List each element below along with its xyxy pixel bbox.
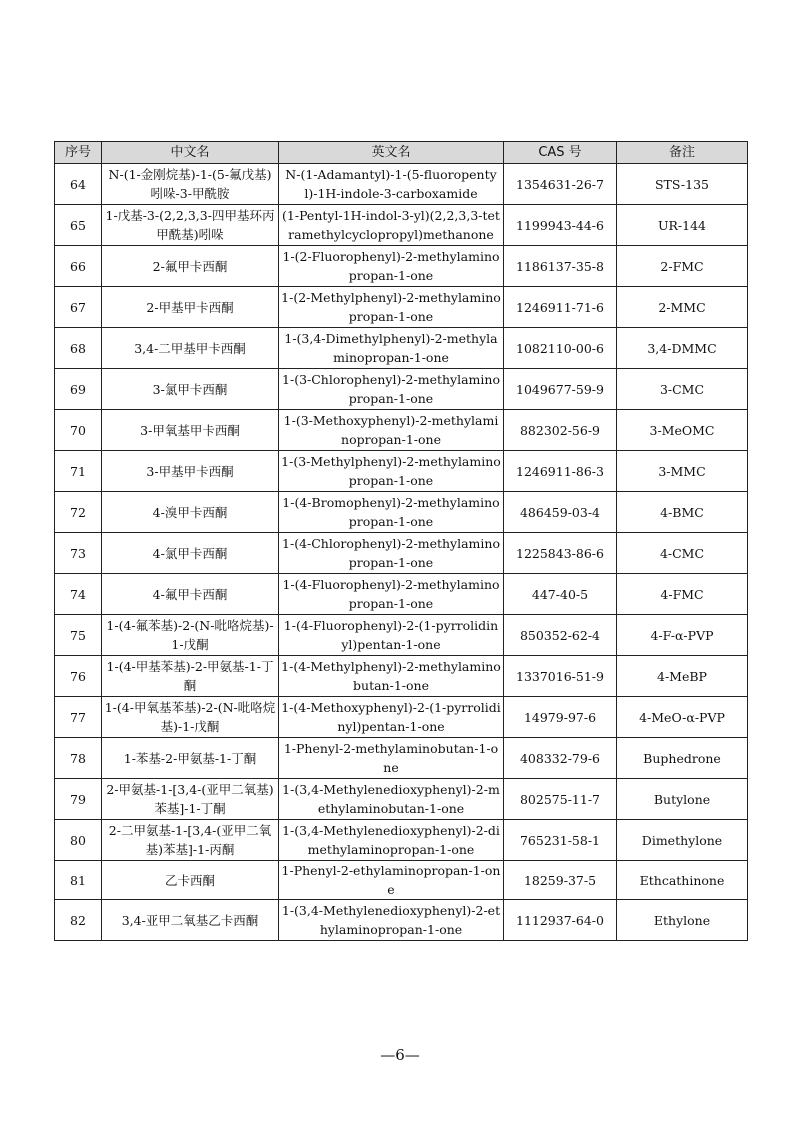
header-serial-number: 序号 [55,142,102,164]
cell-remarks: Ethylone [617,900,748,941]
table-row [55,533,748,574]
cell-remarks: UR-144 [617,205,748,246]
table-row [55,861,748,900]
cell-serial-number: 81 [55,861,102,900]
cell-cas-number: 1049677-59-9 [504,369,617,410]
cell-chinese-name: N-(1-金刚烷基)-1-(5-氟戊基)吲哚-3-甲酰胺 [102,164,279,205]
cell-english-name: 1-(4-Fluorophenyl)-2-(1-pyrrolidinyl)pentan-1-one [279,615,504,656]
header-cas-number: CAS 号 [504,142,617,164]
cell-remarks: 3-CMC [617,369,748,410]
table-header-row [55,142,748,164]
cell-serial-number: 75 [55,615,102,656]
cell-cas-number: 1112937-64-0 [504,900,617,941]
cell-english-name: 1-(4-Methylphenyl)-2-methylaminobutan-1-one [279,656,504,697]
cell-serial-number: 80 [55,820,102,861]
table-row [55,287,748,328]
table-row [55,574,748,615]
cell-remarks: STS-135 [617,164,748,205]
cell-remarks: 4-MeBP [617,656,748,697]
cell-english-name: 1-(2-Fluorophenyl)-2-methylaminopropan-1-one [279,246,504,287]
cell-serial-number: 67 [55,287,102,328]
cell-serial-number: 69 [55,369,102,410]
cell-english-name: 1-(4-Bromophenyl)-2-methylaminopropan-1-one [279,492,504,533]
cell-cas-number: 765231-58-1 [504,820,617,861]
cell-remarks: 2-MMC [617,287,748,328]
header-remarks: 备注 [617,142,748,164]
cell-chinese-name: 4-溴甲卡西酮 [102,492,279,533]
table-row [55,369,748,410]
cell-serial-number: 82 [55,900,102,941]
table-row [55,164,748,205]
table-row [55,205,748,246]
cell-english-name: 1-(4-Fluorophenyl)-2-methylaminopropan-1-one [279,574,504,615]
cell-serial-number: 79 [55,779,102,820]
table-row [55,697,748,738]
cell-serial-number: 77 [55,697,102,738]
cell-cas-number: 447-40-5 [504,574,617,615]
cell-english-name: (1-Pentyl-1H-indol-3-yl)(2,2,3,3-tetramethylcyclopropyl)methanone [279,205,504,246]
cell-english-name: 1-(3-Chlorophenyl)-2-methylaminopropan-1-one [279,369,504,410]
cell-cas-number: 1082110-00-6 [504,328,617,369]
cell-cas-number: 882302-56-9 [504,410,617,451]
cell-english-name: 1-(3-Methylphenyl)-2-methylaminopropan-1-one [279,451,504,492]
cell-english-name: 1-Phenyl-2-ethylaminopropan-1-one [279,861,504,900]
cell-english-name: N-(1-Adamantyl)-1-(5-fluoropentyl)-1H-indole-3-carboxamide [279,164,504,205]
cell-serial-number: 68 [55,328,102,369]
cell-cas-number: 802575-11-7 [504,779,617,820]
cell-english-name: 1-(3,4-Methylenedioxyphenyl)-2-dimethylaminopropan-1-one [279,820,504,861]
cell-remarks: 4-F-α-PVP [617,615,748,656]
cell-cas-number: 1354631-26-7 [504,164,617,205]
table-row [55,328,748,369]
cell-english-name: 1-(3,4-Methylenedioxyphenyl)-2-methylaminobutan-1-one [279,779,504,820]
cell-remarks: 4-CMC [617,533,748,574]
cell-cas-number: 14979-97-6 [504,697,617,738]
cell-cas-number: 486459-03-4 [504,492,617,533]
cell-serial-number: 71 [55,451,102,492]
cell-chinese-name: 乙卡西酮 [102,861,279,900]
header-chinese-name: 中文名 [102,142,279,164]
cell-cas-number: 408332-79-6 [504,738,617,779]
cell-chinese-name: 4-氟甲卡西酮 [102,574,279,615]
cell-remarks: Dimethylone [617,820,748,861]
header-english-name: 英文名 [279,142,504,164]
cell-serial-number: 78 [55,738,102,779]
cell-english-name: 1-Phenyl-2-methylaminobutan-1-one [279,738,504,779]
table-row [55,656,748,697]
table-row [55,820,748,861]
cell-english-name: 1-(4-Methoxyphenyl)-2-(1-pyrrolidinyl)pentan-1-one [279,697,504,738]
cell-serial-number: 74 [55,574,102,615]
cell-remarks: Ethcathinone [617,861,748,900]
cell-chinese-name: 2-甲基甲卡西酮 [102,287,279,328]
cell-cas-number: 1199943-44-6 [504,205,617,246]
cell-chinese-name: 2-二甲氨基-1-[3,4-(亚甲二氧基)苯基]-1-丙酮 [102,820,279,861]
table-row [55,779,748,820]
cell-chinese-name: 3-甲基甲卡西酮 [102,451,279,492]
cell-english-name: 1-(2-Methylphenyl)-2-methylaminopropan-1-one [279,287,504,328]
cell-english-name: 1-(3-Methoxyphenyl)-2-methylaminopropan-1-one [279,410,504,451]
cell-chinese-name: 3-甲氧基甲卡西酮 [102,410,279,451]
cell-chinese-name: 1-苯基-2-甲氨基-1-丁酮 [102,738,279,779]
cell-english-name: 1-(3,4-Methylenedioxyphenyl)-2-ethylaminopropan-1-one [279,900,504,941]
cell-serial-number: 73 [55,533,102,574]
table-row [55,451,748,492]
cell-chinese-name: 2-氟甲卡西酮 [102,246,279,287]
cell-serial-number: 70 [55,410,102,451]
cell-chinese-name: 1-戊基-3-(2,2,3,3-四甲基环丙甲酰基)吲哚 [102,205,279,246]
cell-chinese-name: 3,4-二甲基甲卡西酮 [102,328,279,369]
substance-table-container [54,141,747,941]
cell-remarks: 4-MeO-α-PVP [617,697,748,738]
cell-remarks: 4-BMC [617,492,748,533]
cell-english-name: 1-(4-Chlorophenyl)-2-methylaminopropan-1-one [279,533,504,574]
cell-cas-number: 1225843-86-6 [504,533,617,574]
cell-chinese-name: 1-(4-氟苯基)-2-(N-吡咯烷基)-1-戊酮 [102,615,279,656]
cell-cas-number: 1337016-51-9 [504,656,617,697]
cell-remarks: 2-FMC [617,246,748,287]
table-row [55,410,748,451]
cell-remarks: 3-MMC [617,451,748,492]
cell-cas-number: 1246911-86-3 [504,451,617,492]
cell-remarks: 3-MeOMC [617,410,748,451]
cell-serial-number: 72 [55,492,102,533]
cell-chinese-name: 1-(4-甲基苯基)-2-甲氨基-1-丁酮 [102,656,279,697]
cell-remarks: 3,4-DMMC [617,328,748,369]
cell-remarks: Butylone [617,779,748,820]
cell-remarks: 4-FMC [617,574,748,615]
table-row [55,738,748,779]
cell-chinese-name: 3,4-亚甲二氧基乙卡西酮 [102,900,279,941]
table-row [55,492,748,533]
cell-serial-number: 66 [55,246,102,287]
page-number: —6— [380,1046,420,1064]
cell-cas-number: 850352-62-4 [504,615,617,656]
cell-serial-number: 76 [55,656,102,697]
cell-serial-number: 64 [55,164,102,205]
table-row [55,615,748,656]
cell-chinese-name: 2-甲氨基-1-[3,4-(亚甲二氧基)苯基]-1-丁酮 [102,779,279,820]
cell-serial-number: 65 [55,205,102,246]
cell-cas-number: 1186137-35-8 [504,246,617,287]
cell-english-name: 1-(3,4-Dimethylphenyl)-2-methylaminopropan-1-one [279,328,504,369]
table-row [55,246,748,287]
cell-chinese-name: 4-氯甲卡西酮 [102,533,279,574]
cell-chinese-name: 3-氯甲卡西酮 [102,369,279,410]
cell-chinese-name: 1-(4-甲氧基苯基)-2-(N-吡咯烷基)-1-戊酮 [102,697,279,738]
substance-table [54,141,748,941]
cell-remarks: Buphedrone [617,738,748,779]
table-row [55,900,748,941]
cell-cas-number: 1246911-71-6 [504,287,617,328]
cell-cas-number: 18259-37-5 [504,861,617,900]
